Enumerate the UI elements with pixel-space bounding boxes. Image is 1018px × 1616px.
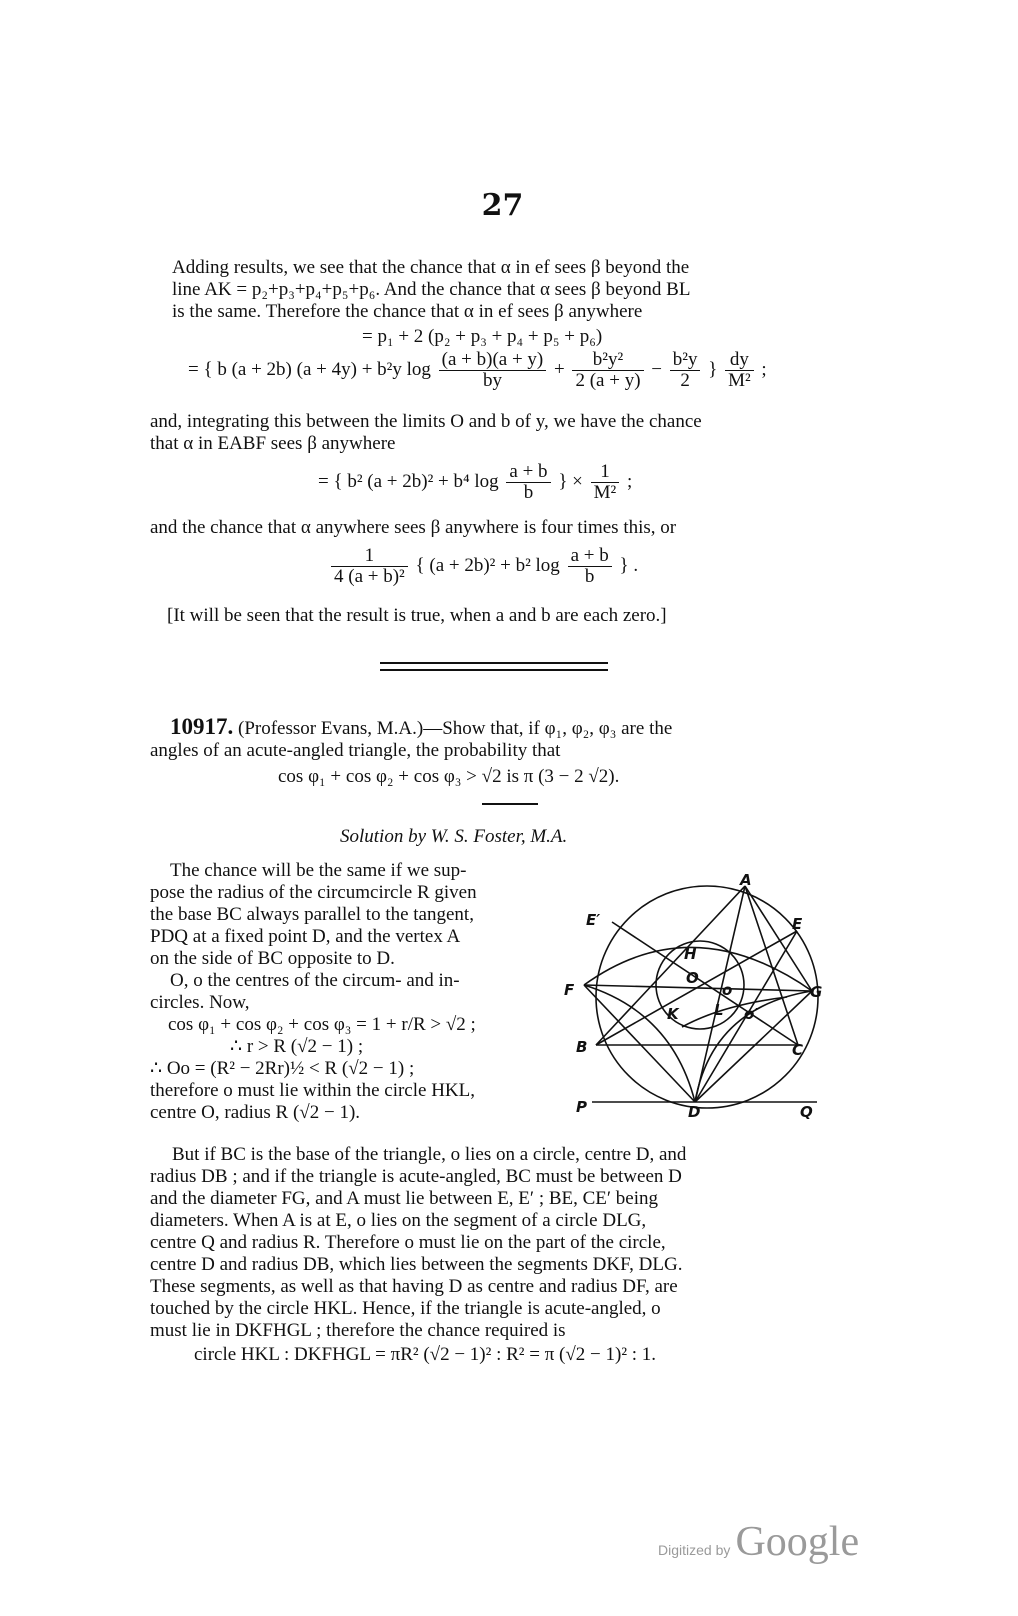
line: cos φ₁ + cos φ₂ + cos φ₃ = 1 + r/R > √2 ; [168,1014,476,1035]
line-e-prime-c [612,922,798,1045]
numerator: 1 [591,462,620,483]
equation-eabf [318,462,632,503]
figure-label: K [667,1005,679,1023]
figure-label: H [684,945,697,963]
figure-label: A [740,871,752,889]
digitized-watermark [658,1518,859,1566]
line: centre D and radius DB, which lies between the segments DKF, DLG. [150,1254,683,1275]
operator: − [651,358,662,380]
line: centre Q and radius R. Therefore o must lie on the part of the circle, [150,1232,666,1253]
line: O, o the centres of the circum- and in- [170,970,460,991]
line: touched by the circle HKL. Hence, if the triangle is acute-angled, o [150,1298,661,1319]
numerator: dy [725,350,754,371]
figure-label: L [714,1001,724,1019]
question-formula: cos φ₁ + cos φ₂ + cos φ₃ > √2 is π (3 − 2 √2). [278,766,620,787]
line [150,716,853,740]
line: angles of an acute-angled triangle, the probability that [150,740,561,761]
figure-label: O [686,969,699,987]
line: But if BC is the base of the triangle, o lies on a circle, centre D, and [172,1144,687,1165]
numerator: a + b [568,546,612,567]
denominator: by [482,370,502,391]
line: and, integrating this between the limits O and b of y, we have the chance [150,411,702,432]
brace-close: } × [558,470,583,492]
line: that α in EABF sees β anywhere [150,433,396,454]
final-equation: circle HKL : DKFHGL = πR² (√2 − 1)² : R² = π (√2 − 1)² : 1. [194,1344,657,1365]
eq-end: ; [761,358,767,380]
figure-label: D [688,1103,701,1121]
denominator: M² [728,370,751,391]
line: Adding results, we see that the chance that α in ef sees β beyond the [172,257,690,278]
question-10917 [150,716,853,762]
google-logo: Google [735,1519,860,1565]
figure-label: E′ [586,911,601,929]
para-four-times: and the chance that α anywhere sees β anywhere is four times this, or [150,517,677,538]
eq-prefix: = { b (a + 2b) (a + 4y) + b²y log [188,358,431,380]
numerator: b²y [670,350,701,371]
fraction [439,350,547,391]
numerator: a + b [506,462,550,483]
denominator: 2 (a + y) [575,370,641,391]
figure-label: F [564,981,575,999]
para-integrating [150,411,853,455]
watermark-small-text: Digitized by [658,1542,731,1558]
figure-label: E [792,915,803,933]
figure-label: o′ [744,1005,759,1023]
denominator: 4 (a + b)² [334,566,405,587]
final-paragraph [150,1144,853,1342]
line: ∴ r > R (√2 − 1) ; [230,1036,364,1057]
line: and the diameter FG, and A must lie between E, E′ ; BE, CE′ being [150,1188,659,1209]
page-number: 27 [481,188,524,223]
fraction [591,462,620,503]
line: line AK = p₂+p₃+p₄+p₅+p₆. And the chance that α sees β beyond BL [172,279,691,300]
line: PDQ at a fixed point D, and the vertex A [150,926,461,947]
denominator: b [523,482,534,503]
eq-body: { (a + 2b)² + b² log [415,554,560,576]
geometry-figure [564,871,842,1127]
line: diameters. When A is at E, o lies on the segment of a circle DLG, [150,1210,647,1231]
denominator: M² [593,482,617,503]
solution-heading: Solution by W. S. Foster, M.A. [340,826,568,847]
question-text: (Professor Evans, M.A.)—Show that, if φ₁, φ₂, φ₃ are the [238,718,673,739]
line: radius DB ; and if the triangle is acute-angled, BC must be between D [150,1166,682,1187]
divider [482,803,538,805]
note: [It will be seen that the result is true, when a and b are each zero.] [167,605,667,626]
line: must lie in DKFHGL ; therefore the chance required is [150,1320,566,1341]
figure-label: B [576,1038,588,1056]
denominator: b [584,566,595,587]
line: centre O, radius R (√2 − 1). [150,1102,361,1123]
eq-prefix: = { b² (a + 2b)² + b⁴ log [318,470,499,492]
numerator: b²y² [572,350,643,371]
question-number: 10917. [170,714,234,739]
equation-integrand [188,350,767,391]
numerator: 1 [331,546,408,567]
line: therefore o must lie within the circle HKL, [150,1080,476,1101]
figure-label: o [722,981,733,999]
line: circles. Now, [150,992,250,1013]
para-adding-results [150,257,853,323]
fraction [670,350,701,391]
line: the base BC always parallel to the tangent, [150,904,474,925]
line: on the side of BC opposite to D. [150,948,395,969]
fraction [572,350,643,391]
section-divider [380,662,608,671]
figure-side-text [150,860,562,1124]
figure-label: Q [800,1103,813,1121]
figure-label: G [810,983,823,1001]
line: The chance will be the same if we sup- [170,860,467,881]
fraction [568,546,612,587]
eq-end: } . [619,554,639,576]
eq-end: ; [627,470,633,492]
operator: + [554,358,565,380]
line: pose the radius of the circumcircle R given [150,882,477,903]
denominator: 2 [680,370,690,391]
equation-sum: = p₁ + 2 (p₂ + p₃ + p₄ + p₅ + p₆) [362,326,603,347]
line: ∴ Oo = (R² − 2Rr)½ < R (√2 − 1) ; [150,1058,415,1079]
line: is the same. Therefore the chance that α in ef sees β anywhere [172,301,643,322]
figure-label: P [576,1098,587,1116]
numerator: (a + b)(a + y) [439,350,547,371]
fraction [331,546,408,587]
fraction [506,462,550,503]
equation-final-chance [328,546,638,587]
brace-close: } [708,358,718,380]
line: These segments, as well as that having D as centre and radius DF, are [150,1276,678,1297]
figure-label: C [792,1041,804,1059]
fraction [725,350,754,391]
